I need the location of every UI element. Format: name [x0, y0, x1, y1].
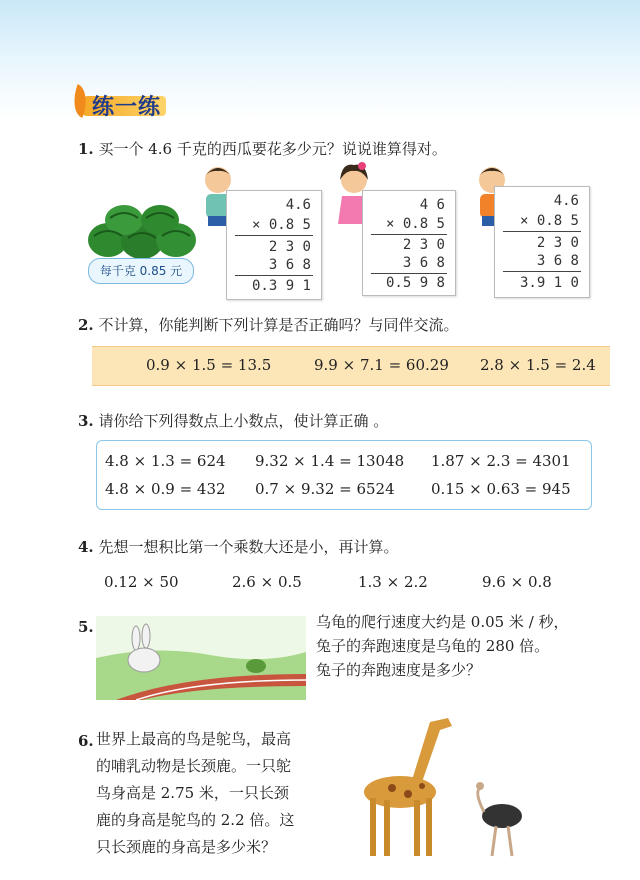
- partial-product-1: 2 3 0: [268, 239, 311, 255]
- product-result: 0.3 9 1: [251, 278, 311, 294]
- text-line: 只长颈鹿的身高是多少米？: [96, 838, 277, 856]
- question-4: [78, 536, 398, 558]
- question-1: [78, 138, 447, 160]
- equation-item: 0.9 × 1.5 = 13.5: [146, 356, 272, 374]
- equation-item: 9.9 × 7.1 = 60.29: [314, 356, 449, 374]
- question-3: [78, 410, 388, 432]
- question-2: [78, 314, 458, 336]
- giraffe-ostrich-illustration: [356, 712, 540, 862]
- equation-item: 2.8 × 1.5 = 2.4: [480, 356, 596, 374]
- question-5-number: 5.: [78, 618, 94, 636]
- partial-product-1: 2 3 0: [402, 237, 445, 253]
- equation-item: 0.15 × 0.63 = 945: [431, 480, 571, 498]
- question-number: 1.: [78, 140, 94, 158]
- text-line: 兔子的奔跑速度是多少？: [316, 661, 482, 679]
- partial-product-1: 2 3 0: [536, 235, 579, 251]
- question-number: 3.: [78, 412, 94, 430]
- question-text: 请你给下列得数点上小数点，使计算正确 。: [98, 412, 389, 430]
- partial-product-2: 3 6 8: [536, 253, 579, 269]
- equation-item: 0.7 × 9.32 = 6524: [255, 480, 395, 498]
- rabbit-turtle-race-illustration: [96, 616, 306, 700]
- text-line: 乌龟的爬行速度大约是 0.05 米 / 秒，: [316, 613, 569, 631]
- equation-box: [96, 440, 592, 510]
- product-result: 0.5 9 8: [385, 275, 445, 291]
- question-6-number: 6.: [78, 732, 94, 750]
- multiplier: × 0.8 5: [519, 213, 579, 229]
- price-label: 每千克 0.85 元: [88, 258, 194, 284]
- calculation-sheet-3: [494, 186, 590, 298]
- watermelon-pile-illustration: [84, 196, 200, 262]
- question-text: 先想一想积比第一个乘数大还是小，再计算。: [98, 538, 399, 556]
- expression-item: 2.6 × 0.5: [232, 573, 302, 591]
- equation-item: 4.8 × 1.3 = 624: [105, 452, 226, 470]
- equation-item: 9.32 × 1.4 = 13048: [255, 452, 405, 470]
- section-title-text: 练一练: [92, 95, 162, 120]
- expression-item: 9.6 × 0.8: [482, 573, 552, 591]
- question-text: 不计算，你能判断下列计算是否正确吗？与同伴交流。: [98, 316, 459, 334]
- equation-item: 4.8 × 0.9 = 432: [105, 480, 226, 498]
- multiplicand: 4.6: [553, 193, 579, 209]
- product-result: 3.9 1 0: [519, 275, 579, 291]
- question-6-text: [96, 726, 294, 861]
- question-text: 买一个 4.6 千克的西瓜要花多少元？说说谁算得对。: [98, 140, 447, 158]
- equation-band: [92, 346, 610, 386]
- partial-product-2: 3 6 8: [402, 255, 445, 271]
- multiplicand: 4.6: [285, 197, 311, 213]
- text-line: 鸟身高是 2.75 米，一只长颈: [96, 784, 289, 802]
- question-5-text: [316, 610, 569, 682]
- calculation-sheet-1: [226, 190, 322, 300]
- text-line: 的哺乳动物是长颈鹿。一只鸵: [96, 757, 292, 775]
- text-line: 兔子的奔跑速度是乌龟的 280 倍。: [316, 637, 550, 655]
- multiplicand: 4 6: [419, 197, 445, 213]
- partial-product-2: 3 6 8: [268, 257, 311, 273]
- text-line: 世界上最高的鸟是鸵鸟，最高: [96, 730, 292, 748]
- multiplier: × 0.8 5: [385, 216, 445, 232]
- question-number: 4.: [78, 538, 94, 556]
- calculation-sheet-2: [362, 190, 456, 296]
- equation-item: 1.87 × 2.3 = 4301: [431, 452, 571, 470]
- expression-item: 0.12 × 50: [104, 573, 179, 591]
- text-line: 鹿的身高是鸵鸟的 2.2 倍。这: [96, 811, 295, 829]
- multiplier: × 0.8 5: [251, 217, 311, 233]
- question-number: 2.: [78, 316, 94, 334]
- expression-item: 1.3 × 2.2: [358, 573, 428, 591]
- section-title: [78, 86, 168, 118]
